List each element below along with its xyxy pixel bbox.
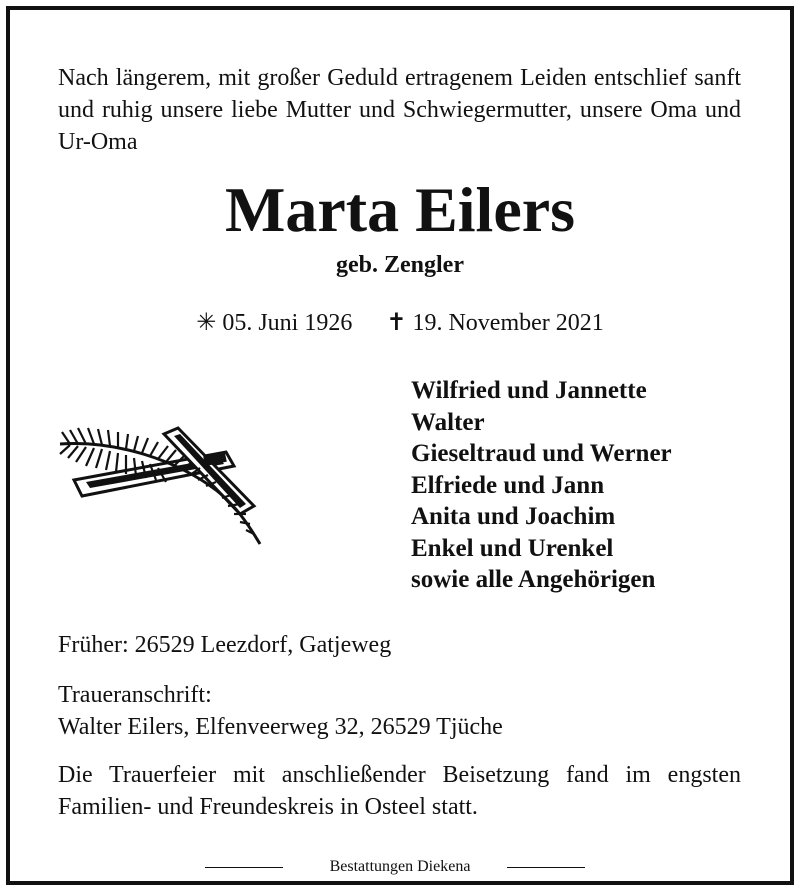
cross-with-palm-frond-icon (56, 420, 281, 550)
funeral-home: Bestattungen Diekena (329, 858, 471, 875)
mourner-entry: sowie alle Angehörigen (411, 566, 656, 593)
intro-text: Nach längerem, mit großer Geduld ertragenem Leiden entschlief sanft und ruhig unsere liebe Mutter und Schwiegermutter, unsere Oma und Ur-Oma (58, 65, 741, 155)
death-date: 19. November 2021 (412, 310, 604, 336)
mourner-entry: Walter (411, 408, 485, 436)
birth-name: geb. Zengler (336, 252, 464, 278)
mourners-list (411, 375, 672, 596)
mourner-entry: Wilfried und Jannette (411, 377, 647, 404)
mourner-entry: Elfriede und Jann (411, 471, 605, 499)
deceased-name: Marta Eilers (224, 174, 576, 245)
mourning-address-label: Traueranschrift: (58, 682, 212, 708)
death-cross-icon: ✝ (386, 310, 407, 336)
mourning-address-block (58, 679, 503, 743)
footer (0, 855, 800, 879)
life-dates (0, 307, 800, 339)
ceremony-text: Die Trauerfeier mit anschließender Beisetzung fand im engsten Familien- und Freundeskreis in Osteel statt. (58, 762, 741, 820)
mourner-entry: Anita und Joachim (411, 503, 616, 530)
birth-date: 05. Juni 1926 (222, 310, 353, 336)
birth-star-icon: ✳ (196, 310, 217, 336)
mourner-entry: Enkel und Urenkel (411, 534, 614, 562)
mourner-entry: Gieseltraud und Werner (411, 440, 672, 467)
footer-rule-right (507, 867, 585, 868)
mourning-address: Walter Eilers, Elfenveerweg 32, 26529 Tjüche (58, 714, 503, 740)
former-address: Früher: 26529 Leezdorf, Gatjeweg (58, 632, 392, 658)
